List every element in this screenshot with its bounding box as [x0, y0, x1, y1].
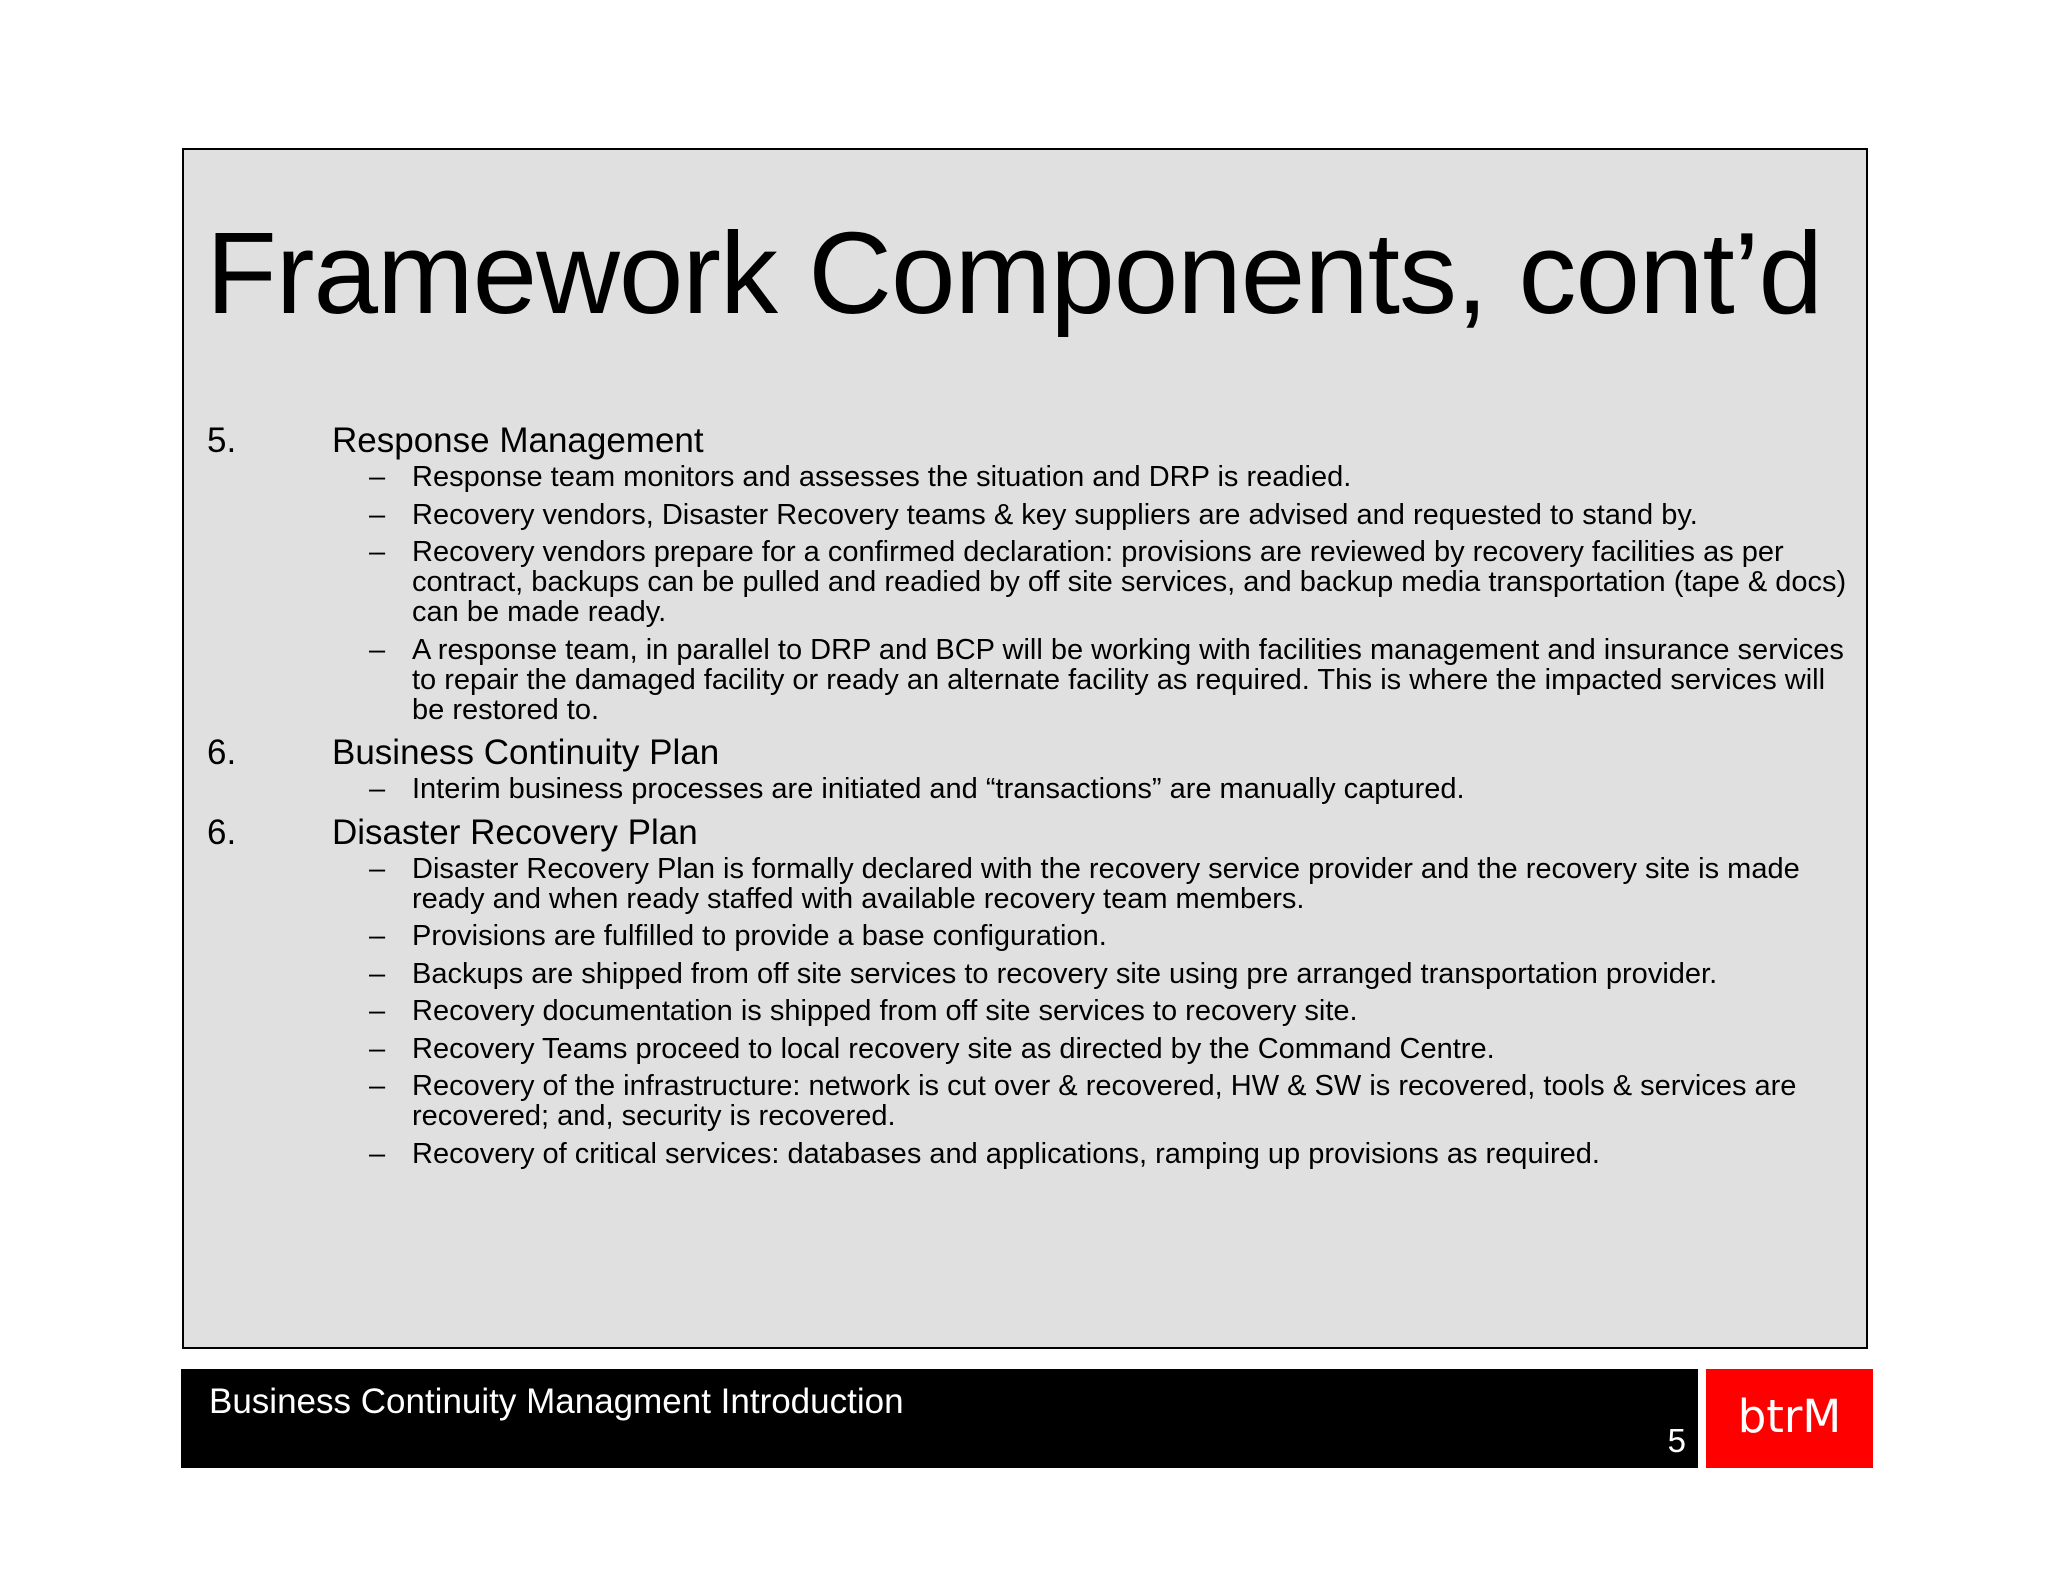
section-number: 6.: [207, 733, 237, 772]
list-item: [207, 1139, 1857, 1169]
section-disaster-recovery-plan: [207, 812, 1857, 1169]
list-item: [207, 462, 1857, 492]
dash-icon: –: [369, 957, 386, 990]
bullet-text: Interim business processes are initiated and “transactions” are manually captured.: [412, 773, 1465, 805]
dash-icon: –: [369, 773, 386, 805]
brand-logo-text: btrM: [1737, 1389, 1842, 1443]
bullet-text: A response team, in parallel to DRP and BCP will be working with facilities management and insurance services to repair the damaged facility or ready an alternate facility as required. This is where the impacted services will be restored to.: [412, 633, 1844, 726]
dash-icon: –: [369, 633, 386, 666]
bullet-text: Recovery of critical services: databases and applications, ramping up provisions as required.: [412, 1137, 1600, 1170]
bullet-text: Recovery of the infrastructure: network is cut over & recovered, HW & SW is recovered, tools & services are recovered; and, security is recovered.: [412, 1070, 1797, 1132]
list-item: [207, 959, 1857, 989]
list-item: [207, 635, 1857, 725]
section-label: Business Continuity Plan: [332, 733, 720, 772]
outline: [207, 420, 1857, 1176]
list-item: [207, 854, 1857, 914]
bullet-text: Recovery vendors prepare for a confirmed declaration: provisions are reviewed by recovery facilities as per contract, backups can be pulled and readied by off site services, and backup media transportation (tape & docs) can be made ready.: [412, 536, 1847, 628]
bullet-text: Recovery Teams proceed to local recovery site as directed by the Command Centre.: [412, 1032, 1495, 1065]
dash-icon: –: [369, 1032, 386, 1065]
section-business-continuity-plan: [207, 732, 1857, 804]
slide-title: Framework Components, cont’d: [206, 208, 1822, 338]
list-item: [207, 1071, 1857, 1131]
section-response-management: [207, 420, 1857, 725]
dash-icon: –: [369, 920, 386, 952]
section-label: Disaster Recovery Plan: [332, 812, 698, 852]
bullet-text: Recovery documentation is shipped from off site services to recovery site.: [412, 995, 1358, 1027]
bullet-list: [207, 462, 1857, 725]
bullet-text: Provisions are fulfilled to provide a base configuration.: [412, 920, 1107, 952]
footer-title: Business Continuity Managment Introduction: [209, 1382, 904, 1421]
bullet-list: [207, 774, 1857, 804]
bullet-list: [207, 854, 1857, 1169]
page-number: 5: [1667, 1422, 1686, 1459]
brand-logo: [1706, 1369, 1873, 1468]
bullet-text: Backups are shipped from off site services to recovery site using pre arranged transportation provider.: [412, 957, 1718, 990]
dash-icon: –: [369, 536, 386, 568]
bullet-text: Recovery vendors, Disaster Recovery teams & key suppliers are advised and requested to stand by.: [412, 498, 1698, 531]
list-item: [207, 921, 1857, 951]
list-item: [207, 537, 1857, 627]
dash-icon: –: [369, 1070, 386, 1102]
dash-icon: –: [369, 461, 386, 493]
bullet-text: Response team monitors and assesses the situation and DRP is readied.: [412, 461, 1352, 493]
list-item: [207, 500, 1857, 530]
section-number: 5.: [207, 421, 237, 460]
dash-icon: –: [369, 852, 386, 885]
list-item: [207, 774, 1857, 804]
bullet-text: Disaster Recovery Plan is formally declared with the recovery service provider and the recovery site is made ready and when ready staffed with available recovery team members.: [412, 852, 1800, 915]
dash-icon: –: [369, 995, 386, 1027]
footer-bar: [181, 1369, 1698, 1468]
list-item: [207, 996, 1857, 1026]
section-heading: [207, 420, 1857, 462]
dash-icon: –: [369, 498, 386, 531]
list-item: [207, 1034, 1857, 1064]
dash-icon: –: [369, 1137, 386, 1170]
section-heading: [207, 732, 1857, 774]
section-label: Response Management: [332, 421, 704, 460]
section-number: 6.: [207, 812, 237, 852]
section-heading: [207, 812, 1857, 854]
